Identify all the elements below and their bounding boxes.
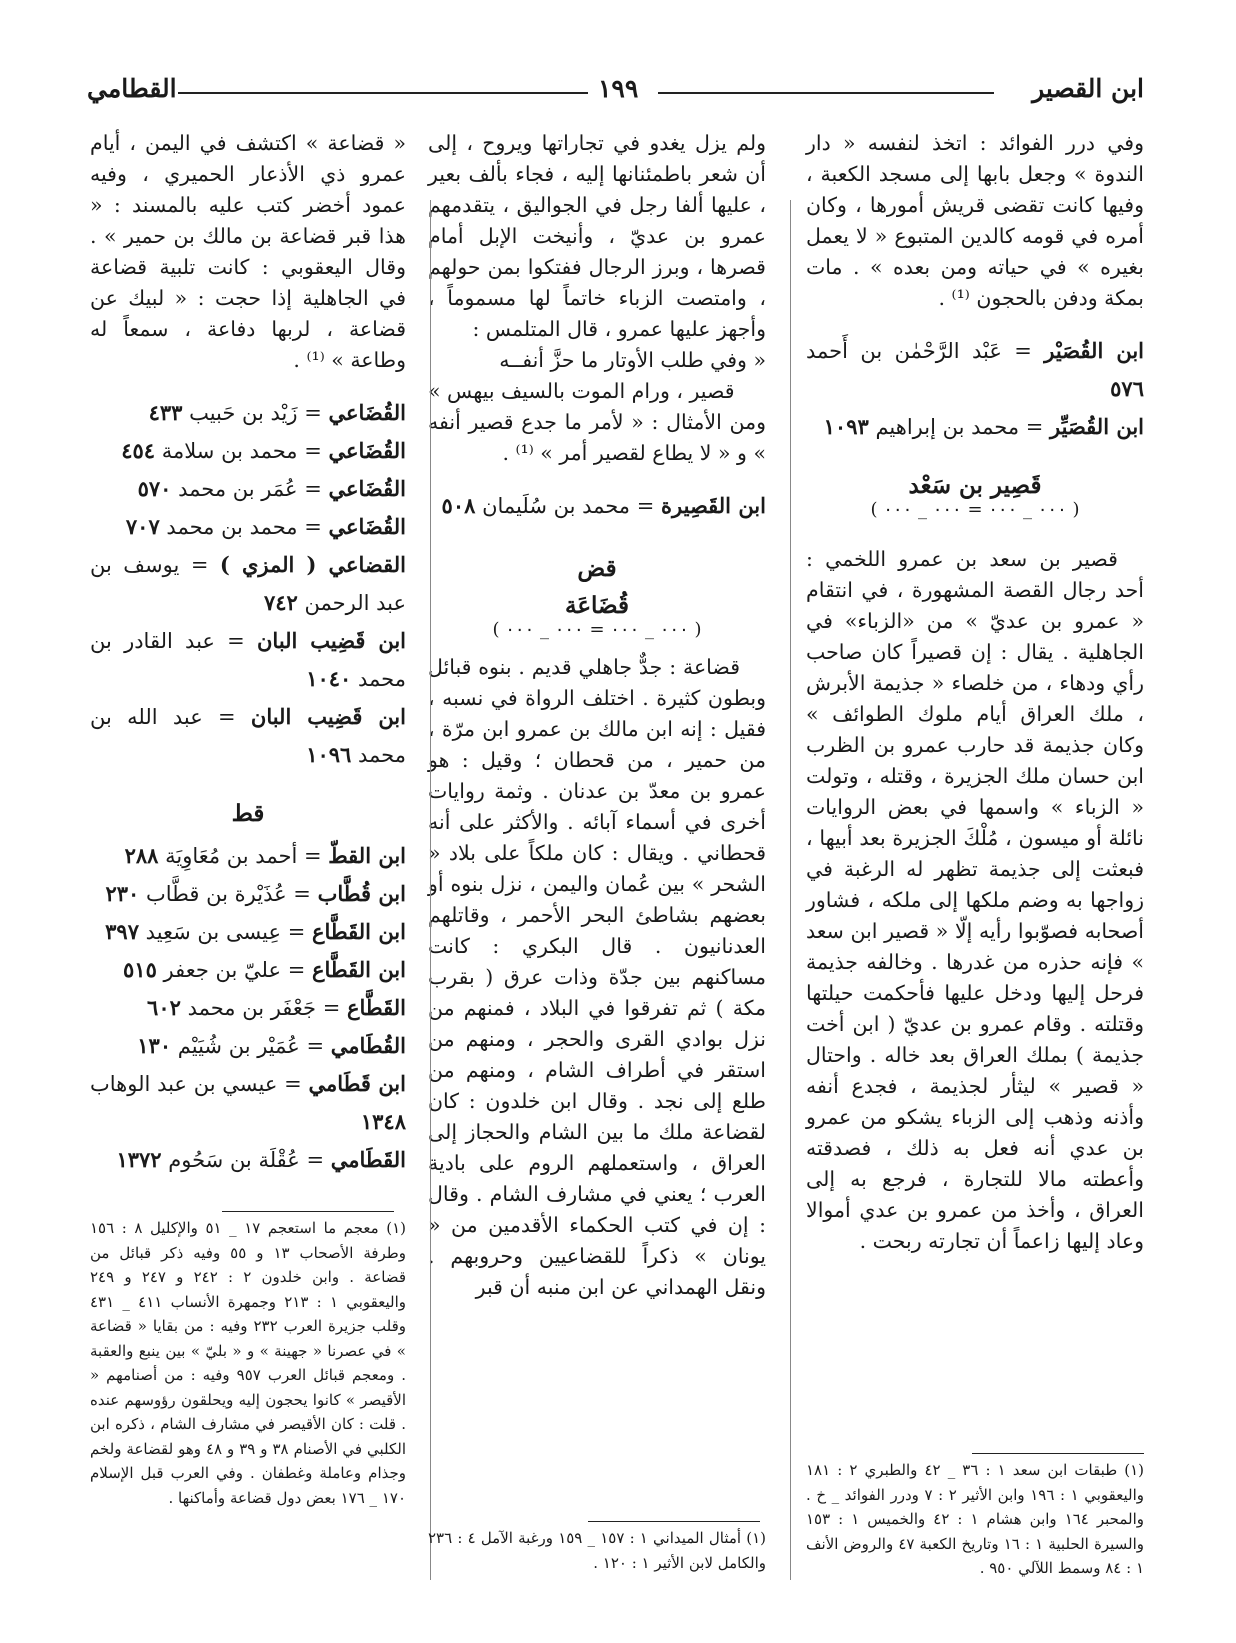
entry [90,432,406,470]
footnote-rule [588,1521,760,1522]
footnote: (١) معجم ما استعجم ١٧ _ ٥١ والإكليل ٨ : ١٥٦ وطرفة الأصحاب ١٣ و ٥٥ وفيه ذكر قبائل من قضاعة . وابن خلدون ٢ : ٢٤٢ و ٢٤٧ و ٢٤٩ واليعقوبي ١ : ٢١٣ وجمهرة الأنساب ٤١١ _ ٤٣١ وقلب جزيرة العرب ٢٣٢ وفيه : من بقايا « قضاعة » في عصرنا « جهينة » و « بليّ » بين ينبع والعقبة . ومعجم قبائل العرب ٩٥٧ وفيه : من أصنامهم « الأقيصر » كانوا يحجون إليه ويحلقون رؤوسهم عنده . قلت : كان الأقيصر في مشارف الشام ، ذكره ابن الكلبي في الأصنام ٣٨ و ٣٩ و ٤٨ وهو لقضاعة ولخم وجذام وعاملة وغطفان . وفي العرب قبل الإسلام ١٧٠ _ ١٧٦ بعض دول قضاعة وأماكنها . [90,1219,407,1507]
entry-name: ابن القَطَّاع [312,919,406,944]
entry-number: ١٠٩٣ [823,414,869,439]
entry-name: ابن القَطَّاع [312,957,406,982]
entry [428,487,766,525]
entry-name: ابن القُصَيْر [1044,338,1145,363]
entry-name: ابن قُطَّاب [317,881,406,906]
entry-text: = عِيسى بن سَعِيد [139,920,312,944]
footnote-rule [972,1453,1144,1454]
entry-number: ١٣٤٨ [360,1109,406,1134]
entry-dates: ( ٠٠٠ _ ٠٠٠ = ٠٠٠ _ ٠٠٠ ) [870,499,1080,520]
entry-number: ٢٨٨ [124,843,159,868]
entry [90,1027,406,1065]
entry-text: = محمد بن سلامة [155,439,329,463]
entry-text: = عُذَيْرة بن قطَّاب [139,882,318,906]
footnote-rule [222,1211,394,1212]
paragraph: « قضاعة » اكتشف في اليمن ، أيام عمرو ذي الأذعار الحميري ، وفيه عمود أخضر كتب عليه بالمسند : « هذا قبر قضاعة بن مالك بن حمير » . وقال اليعقوبي : كانت تلبية قضاعة في الجاهلية إذا حجت : « لبيك عن قضاعة ، لربها دفاعة ، سمعاً له وطاعة » ⁽¹⁾ . [90,131,406,372]
entry-number: ٥٠٨ [441,493,476,518]
entry [90,837,406,875]
paragraph: قصير بن سعد بن عمرو اللخمي : أحد رجال القصة المشهورة ، في انتقام « عمرو بن عديّ » من «الزباء» في الجاهلية . يقال : إن قصيراً كان صاحب رأي ودهاء ، من خلصاء « جذيمة الأبرش ، ملك العراق أيام ملوك الطوائف » وكان جذيمة قد حارب عمرو بن الظرب ابن حسان ملك الجزيرة ، وقتله ، وتولت « الزباء » واسمها في بعض الروايات نائلة أو ميسون ، مُلْكَ الجزيرة بعد أبيها ، فبعثت إلى جذيمة تظهر له الرغبة في زواجها به وضم ملكها إلى ملكه ، فشاور أصحابه فصوّبوا رأيه إلّا « قصير ابن سعد » فإنه حذره من غدرها . وخالفه جذيمة فرحل إليها ودخل عليها فأحكمت حيلتها وقتلته . وقام عمرو بن عديّ ( ابن أخت جذيمة ) بملك العراق بعد خاله . واحتال « قصير » ليثأر لجذيمة ، فجدع أنفه وأذنه وذهب إلى الزباء يشكو من عمرو بن عدي أنه فعل به ذلك ، فصدقته وأعطته مالا للتجارة ، فرجع به إلى العراق ، وأخذ من عمرو بن عدي أموالا وعاد إليها زاعماً أن تجارته ربحت . [806,547,1144,1253]
column-left [90,128,406,1179]
entry-name: القُضَاعي [328,476,406,501]
entry-number: ١٠٤٠ [306,666,352,691]
entry-text: = جَعْفَر بن محمد [180,996,347,1020]
entry-name: ابن القُصَيِّر [1050,414,1144,439]
entry [90,622,406,698]
paragraph: ولم يزل يغدو في تجاراتها ويروح ، إلى أن شعر باطمئنانها إليه ، فجاء بألف بعير ، عليها ألفا رجل في الجواليق ، يتقدمهم عمرو بن عديّ ، وأنيخت الإبل أمام قصرها ، وبرز الرجال ففتكوا بمن حولهم ، وامتصت الزباء خاتماً لها مسموماً ، وأجهز عليها عمرو ، قال المتلمس : [428,131,766,341]
entry-text: = محمد بن محمد [159,515,329,539]
entry-text: = محمد بن سُلَيمان [475,494,662,518]
footnote: (١) أمثال الميداني ١ : ١٥٧ _ ١٥٩ ورغبة الآمل ٤ : ٢٣٦ والكامل لابن الأثير ١ : ١٢٠ . [428,1529,767,1572]
entry-text: = عُمَر بن محمد [171,477,329,501]
verse-line: قصير ، ورام الموت بالسيف بيهس » [428,379,735,403]
entry-name: القضاعي ( المزي ) [219,552,406,577]
header-rule-left [178,92,588,94]
entry-number: ٧٤٢ [263,590,298,615]
column-divider [430,200,431,1580]
entry [90,951,406,989]
entry [90,546,406,622]
entry-number: ١٠٩٦ [306,742,352,767]
section-heading: قط [231,800,265,827]
entry-number: ١٣٧٢ [116,1147,162,1172]
entry-number: ٥٧٦ [1110,376,1144,401]
entry-number: ٤٣٣ [148,400,183,425]
entry-text: = عَبْد الرَّحْمٰن بن أَحمد [806,339,1045,363]
entry-number: ٢٣٠ [105,881,140,906]
paragraph: وفي درر الفوائد : اتخذ لنفسه « دار الندوة » وجعل بابها إلى مسجد الكعبة ، وفيها كانت تقضى قريش أمورها ، وكان أمره في قومه كالدين المتبوع « لا يعمل بغيره » في حياته ومن بعده » . مات بمكة ودفن بالحجون ⁽¹⁾ . [806,131,1144,310]
entry-text: = عيسي بن عبد الوهاب [90,1072,309,1096]
entry-text: = يوسف بن عبد الرحمن [90,553,406,615]
entry-text: = محمد بن إبراهيم [868,415,1051,439]
entry [90,508,406,546]
entry [90,470,406,508]
column-middle [428,128,766,1303]
paragraph: قضاعة : جدٌّ جاهلي قديم . بنوه قبائل وبطون كثيرة . اختلف الرواة في نسبه ، فقيل : إنه ابن مالك بن عمرو ابن مرّة ، من حمير ، من قحطان ؛ وقيل : هو عمرو بن معدّ بن عدنان . وثمة روايات أخرى في أسماء آبائه . والأكثر على أنه قحطاني . ويقال : كان ملكاً على بلاد « الشحر » بين عُمان واليمن ، نزل بنوه أو بعضهم بشاطئ البحر الأحمر ، وقاتلهم العدنانيون . قال البكري : كانت مساكنهم بين جدّة وذات عرق ( بقرب مكة ) ثم تفرقوا في البلاد ، فمنهم من نزل بوادي القرى والحجر ، ومنهم من استقر في أطراف الشام ، ومنهم من طلع إلى نجد . وقال ابن خلدون : كان لقضاعة ملك ما بين الشام والحجاز إلى العراق ، واستعملهم الروم على بادية العرب ؛ يعني في مشارف الشام . وقال : إن في كتب الحكماء الأقدمين من « يونان » ذكراً للقضاعيين وحروبهم . ونقل الهمداني عن ابن منبه أن قبر [428,655,766,1299]
entry-name: ابن القَصِيرة [661,493,766,518]
entry [90,989,406,1027]
footnote: (١) طبقات ابن سعد ١ : ٣٦ _ ٤٢ والطبري ٢ : ١٨١ واليعقوبي ١ : ١٩٦ وابن الأثير ٢ : ٧ ودرر الفوائد _ خ . والمحبر ١٦٤ وابن هشام ١ : ٤٢ والخميس ١ : ١٥٣ والسيرة الحلبية ١ : ١٦ وتاريخ الكعبة ٤٧ والروض الأنف ١ : ٨٤ وسمط اللآلي ٩٥٠ . [806,1461,1145,1577]
entry-text: = زَيْد بن حَبيب [182,401,329,425]
header-rule-right [658,92,994,94]
entry-heading: قَصِير بن سَعْد [908,472,1042,499]
column-right [806,128,1144,1257]
entry-text: = عليّ بن جعفر [156,958,312,982]
entry-number: ٦٠٢ [147,995,181,1020]
entry-name: القَطَامي [330,1147,406,1172]
entry [90,394,406,432]
entry-number: ٤٥٤ [121,438,156,463]
entry-name: ابن قَطَامي [308,1071,406,1096]
entry-dates: ( ٠٠٠ _ ٠٠٠ = ٠٠٠ _ ٠٠٠ ) [492,619,702,640]
entry-text: = عُمَيْر بن شُيَيْم [171,1034,331,1058]
entry-text: = أحمد بن مُعَاوِيَة [158,844,329,868]
entry-name: ابن قَضِيب البان [257,628,406,653]
entry [90,1141,406,1179]
entry-text: = عبد الله بن محمد [90,705,406,767]
entry-list [90,394,406,774]
column-divider [790,200,791,1580]
entry-name: القُضَاعي [328,400,406,425]
entry-name: القَطَّاع [346,995,406,1020]
entry-name: ابن القطّ [328,843,406,868]
entry-number: ٧٠٧ [125,514,160,539]
entry-name: القُضَاعي [328,438,406,463]
entry [90,698,406,774]
entry-name: القُضَاعي [328,514,406,539]
entry-name: ابن قَضِيب البان [250,704,406,729]
entry [90,875,406,913]
running-head-left: القطامي [87,74,177,103]
entry-text: = عُقْلَة بن سَحُوم [161,1148,331,1172]
entry-number: ١٣٠ [137,1033,172,1058]
entry-list [90,837,406,1179]
entry-name: القُطَامي [330,1033,406,1058]
entry-heading: قُضَاعَة [564,592,629,619]
entry-number: ٥١٥ [123,957,157,982]
entry [90,1065,406,1141]
verse-line: « وفي طلب الأوتار ما حزَّ أنفــه [499,348,766,372]
entry [90,913,406,951]
entry [806,408,1144,446]
page-number: ١٩٩ [598,74,639,103]
entry-number: ٣٩٧ [105,919,139,944]
entry-text: = عبد القادر بن محمد [90,629,406,691]
running-head-right: ابن القصير [1032,74,1144,103]
entry-number: ٥٧٠ [137,476,172,501]
paragraph: ومن الأمثال : « لأمر ما جدع قصير أنفه » و « لا يطاع لقصير أمر » ⁽¹⁾ . [428,410,766,465]
section-heading: قض [577,555,617,582]
entry [806,332,1144,408]
